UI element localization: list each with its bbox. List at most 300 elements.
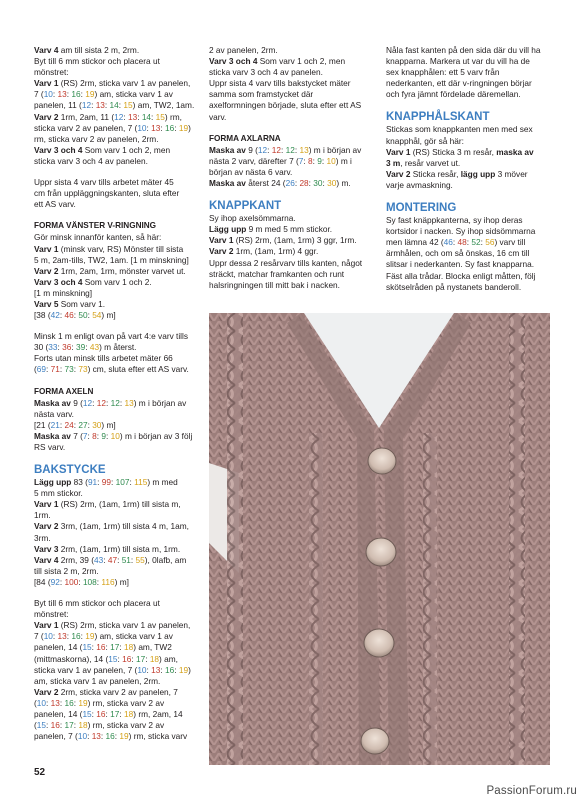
text-segment: Varv 1 [34,499,59,510]
text-line [209,167,373,178]
text-segment: : [119,708,125,719]
text-segment: : [321,155,327,166]
text-segment: samma som framstycket där [209,89,314,100]
text-segment: : [174,122,179,133]
text-segment: 91 [87,477,98,488]
text-segment: : [151,111,156,122]
text-line [34,409,198,420]
text-segment: 2 av panelen, 2rm. [209,45,278,55]
text-segment: : [96,576,102,587]
text-segment: 18 [78,720,88,731]
text-segment: : [73,364,79,375]
text-segment: (RS) 2rm, sticka varv 1 av panelen, [58,78,191,89]
text-segment: : [281,144,286,155]
text-segment: Varv 1 [209,235,234,246]
text-segment: 16 [50,720,60,731]
text-segment: Varv 1 [34,620,59,631]
text-line [386,136,550,147]
text-segment: : [294,144,300,155]
text-segment: 115 [134,477,148,488]
text-segment: 7 [82,430,88,441]
text-segment: knapphål, gör så här: [386,135,464,146]
text-segment: 30 [327,178,337,189]
text-segment: 30 [313,178,323,189]
text-line [386,124,550,135]
text-segment: Stickas som knappkanten men med sex [386,124,533,135]
text-line [209,45,373,56]
text-segment: ) m i början av [133,397,187,408]
text-line [386,271,550,282]
text-segment: cm från uppläggningskanten, sluta efter [34,188,180,199]
text-segment: 71 [50,364,60,375]
section-heading: KNAPPKANT [209,200,282,213]
text-segment: 9 ( [70,397,83,408]
text-segment: 7 ( [34,89,44,100]
text-segment: Maska av [34,430,71,441]
text-line [34,145,198,156]
text-segment: 10 [77,731,88,742]
text-segment: 50 [78,310,88,321]
text-segment: 12 [114,111,124,122]
text-segment: [38 ( [34,310,51,321]
text-segment: Varv 1 [34,78,59,89]
text-segment: : [480,237,486,248]
text-segment: : [466,237,472,248]
section-heading: BAKSTYCKE [34,464,106,477]
text-segment: kortsidor i nacken. Sy ihop sidsömmarna [386,226,536,237]
text-segment: 15 [123,100,133,111]
text-segment: ) m återst. [99,342,137,353]
text-segment: : [119,642,125,653]
text-segment: 46 [64,310,74,321]
text-line [209,156,373,167]
text-segment: : [85,342,90,353]
text-line [209,280,373,291]
text-segment: 47 [107,554,118,565]
text-segment: : [131,653,136,664]
text-segment: Maska av [209,178,246,189]
text-segment: 12 [285,144,295,155]
text-segment: : [111,477,116,488]
text-segment: 69 [36,364,46,375]
text-line [209,235,373,246]
text-segment: mönstret: [34,609,69,620]
text-segment: 17 [64,720,74,731]
text-line [34,177,198,188]
text-line [386,158,550,169]
text-segment: 24 [64,419,74,430]
text-segment: ) varv till [494,237,526,248]
text-line [386,89,550,100]
text-segment: 7 ( [70,430,83,441]
paragraph-spacer [34,453,198,463]
text-segment: till sista 2 m, 2rm. [34,565,99,576]
text-segment: 15 [155,111,165,122]
text-segment: 7 ( [34,631,44,642]
text-line [34,665,198,676]
text-line [209,200,373,213]
text-segment: 1rm, (1am, 1rm) 4 ggr. [233,246,319,257]
text-segment: ) m. [336,178,351,189]
text-segment: : [57,342,63,353]
text-segment: mönstret: [34,67,69,78]
text-segment: halsringningen till mitt bak i nacken. [209,279,340,290]
text-line [34,386,198,397]
text-segment: : [87,430,93,441]
text-segment: Uppr sista 4 varv tills arbetet mäter 45 [34,177,174,188]
text-segment: : [97,477,102,488]
text-line [34,431,198,442]
text-segment: maska av [496,146,534,157]
text-segment: lägg upp [460,168,496,179]
text-line [386,248,550,259]
section-heading: KNAPPHÅLSKANT [386,111,490,124]
text-segment: : [130,554,136,565]
text-segment: 73 [64,364,74,375]
text-segment: 9 [101,430,107,441]
text-line [386,67,550,78]
text-line [34,420,198,431]
text-segment: Maska av [34,397,71,408]
text-line [34,89,198,100]
text-line [34,521,198,532]
text-segment: 18 [124,708,134,719]
text-segment: 99 [101,477,112,488]
page-number: 52 [34,767,46,778]
text-segment: ) m i [335,155,352,166]
text-segment: 8 [308,155,313,166]
text-segment: rm, sticka varv 2 av panelen, 2rm. [34,133,159,144]
text-line [34,577,198,588]
text-segment: : [104,100,110,111]
text-segment: [84 ( [34,576,51,587]
text-segment: 17 [135,653,146,664]
text-segment: 17 [110,642,120,653]
text-segment: slitsar i nederkanten. Sy fast knapparna. [386,259,535,270]
text-line [209,100,373,111]
text-segment: 10 [36,697,46,708]
text-line [386,111,550,124]
text-segment: 9 m med 5 mm stickor. [246,224,333,235]
text-line [209,89,373,100]
text-segment: Varv 1 [34,243,59,254]
text-segment: varje avmaskning. [386,179,453,190]
text-segment: Varv 2 [34,521,59,532]
text-segment: : [46,697,51,708]
text-line [34,331,198,342]
text-segment: Varv 2 [34,686,59,697]
text-line [386,180,550,191]
text-line [34,687,198,698]
text-line [34,544,198,555]
text-segment: 108 [82,576,97,587]
text-segment: : [66,631,72,642]
text-segment: ) am, [159,653,178,664]
text-segment: 83 ( [71,477,88,488]
text-segment: : [106,430,111,441]
text-segment: början av nästa 6 varv. [209,166,293,177]
text-segment: : [46,720,51,731]
text-segment: Sticka resår, [410,168,461,179]
text-segment: 92 [50,576,60,587]
text-segment: 3 m [386,157,401,168]
text-segment: : [105,708,111,719]
text-segment: 1rm. [34,510,51,521]
text-segment: 7 [298,155,304,166]
text-segment: 16 [96,708,106,719]
text-segment: 9 ( [245,144,258,155]
text-line [209,78,373,89]
text-line [34,353,198,364]
text-segment: : [105,642,111,653]
text-line [34,244,198,255]
text-segment: Varv 3 och 4 [34,276,83,287]
text-segment: (mittmaskorna), 14 ( [34,653,109,664]
text-segment: 56 [485,237,495,248]
text-segment: 13 [124,397,134,408]
text-segment: RS varv. [34,442,66,452]
text-segment: : [118,100,124,111]
text-segment: : [73,310,79,321]
text-segment: : [59,364,65,375]
text-line [34,188,198,199]
text-segment: Minsk 1 m enligt ovan på vart 4:e varv tills [34,331,189,342]
text-segment: [21 ( [34,419,51,430]
paragraph-spacer [386,100,550,110]
text-segment: [1 m minskning] [34,287,93,298]
text-line [386,215,550,226]
text-line [34,620,198,631]
text-segment: 116 [101,576,115,587]
text-segment: 17 [110,708,120,719]
text-segment: 30 [92,419,102,430]
text-segment: : [87,310,93,321]
text-segment: : [145,653,150,664]
text-line [209,133,373,144]
text-segment: 5 mm stickor. [34,488,83,499]
text-line [34,642,198,653]
text-segment: Uppr dessa 2 resårvarv tills kanten, något [209,257,363,268]
text-segment: 16 [165,122,175,133]
text-line [34,510,198,521]
text-segment: (RS) 2rm, sticka varv 1 av panelen, [58,620,191,631]
text-line [34,709,198,720]
text-segment: : [46,364,51,375]
text-segment: : [96,430,102,441]
text-segment: (RS) Sticka 3 m resår, [410,146,497,157]
text-segment: 13 [91,731,101,742]
text-line [209,246,373,257]
text-line [34,731,198,742]
text-segment: : [106,397,111,408]
text-segment: : [174,664,179,675]
text-line [386,147,550,158]
text-segment: Sy fast knäppkanterna, sy ihop deras [386,215,523,226]
text-segment: ) m med [147,477,178,488]
text-segment: am, sticka varv 1 av panelen, 2rm. [34,675,161,686]
text-segment: Som varv 1. [58,298,106,309]
text-segment: 18 [124,642,134,653]
text-segment: : [59,697,65,708]
text-segment: Varv 4 [34,554,59,565]
text-line [34,676,198,687]
text-segment: Varv 2 [34,265,59,276]
text-segment: ) rm, sticka varv 2 av [87,697,165,708]
text-line [34,288,198,299]
text-segment: återst 24 ( [245,178,286,189]
text-segment: Lägg upp [34,477,72,488]
text-segment: 13 [127,111,138,122]
section-heading: FORMA VÄNSTER V-RINGNING [34,221,157,231]
text-segment: : [146,122,152,133]
text-segment: 46 [443,237,453,248]
text-segment: : [146,664,152,675]
text-segment: : [103,554,108,565]
text-line [34,266,198,277]
text-line [34,442,198,453]
text-segment: sex knapphålen: ett 5 varv från [386,67,500,78]
text-segment: Uppr sista 4 varv tills bakstycket mäter [209,78,351,89]
text-segment: 19 [78,697,88,708]
paragraph-spacer [386,191,550,201]
text-segment: 48 [457,237,467,248]
text-segment: 8 [92,430,97,441]
text-segment: Gör minsk innanför kanten, så här: [34,232,162,243]
paragraph-spacer [34,167,198,177]
pattern-column-3 [386,45,550,293]
text-segment: : [80,631,86,642]
text-segment: 13 [57,631,67,642]
text-line [34,698,198,709]
text-segment: 14 [141,111,152,122]
text-segment: ) am, TW2, 1am. [132,100,195,111]
text-segment: : [119,397,125,408]
text-segment: : [52,631,58,642]
text-line [386,169,550,180]
text-line [34,477,198,488]
text-segment: : [100,731,106,742]
text-segment: 3 möver [495,168,528,179]
text-segment: : [59,310,65,321]
text-segment: ärmhålen, och om så önskas, 16 cm till [386,248,530,259]
text-line [34,100,198,111]
text-segment: 12 [81,100,92,111]
text-segment: Som varv 1 och 2, men [257,56,346,67]
text-segment: sticka varv 3 och 4 av panelen. [34,155,148,166]
text-segment: : [92,397,97,408]
text-line [34,609,198,620]
text-segment: ) [188,122,191,133]
text-segment: : [117,653,123,664]
paragraph-spacer [209,123,373,133]
text-segment: 10 [326,155,336,166]
text-segment: Som varv 1 och 2. [82,276,152,287]
text-segment: ) rm, [164,111,182,122]
text-line [209,269,373,280]
text-segment: ) am, sticka varv 1 av [94,631,173,642]
text-segment: : [322,178,328,189]
text-segment: 39 [76,342,86,353]
text-line [34,134,198,145]
section-heading: MONTERING [386,202,457,215]
text-segment: : [160,664,166,675]
text-line [34,123,198,134]
text-line [209,56,373,67]
text-segment: : [91,642,97,653]
text-segment: 16 [105,731,115,742]
text-line [34,464,198,477]
text-segment: 28 [299,178,309,189]
text-line [34,488,198,499]
text-segment: : [87,731,92,742]
text-segment: 16 [96,642,106,653]
text-line [34,342,198,353]
text-line [34,555,198,566]
knitted-vest-photo [209,313,550,765]
text-segment: ) m] [114,576,129,587]
text-segment: : [312,155,318,166]
text-segment: 21 [50,419,60,430]
text-segment: Varv 2 [386,168,411,179]
paragraph-spacer [34,321,198,331]
text-segment: 13 [57,89,67,100]
text-segment: : [123,111,128,122]
text-segment: ) [144,554,148,565]
text-segment: nederkanten, ett där v-ringningen börjar [386,78,532,89]
text-segment: 5 m, 2am-tills, TW2, 1am. [1 m minskning] [34,254,189,265]
text-line [34,566,198,577]
text-line [386,56,550,67]
text-segment: : [160,122,166,133]
text-line [34,112,198,123]
text-segment: varv. [209,111,227,122]
text-segment: ett AS varv. [34,199,76,210]
text-segment: Byt till 6 mm stickor och placera ut [34,598,160,609]
text-segment: Varv 2 [34,111,59,122]
text-segment: 16 [122,653,132,664]
text-segment: (RS) 2rm, (1am, 1rm) 3 ggr, 1rm. [233,235,357,246]
text-segment: (minsk varv, RS) Mönster till sista [58,243,184,254]
text-segment: ( [34,697,37,708]
text-segment: 1rm, 2am, 1rm, mönster varvet ut. [58,265,186,276]
text-segment: 13 [50,697,60,708]
text-segment: 19 [85,631,95,642]
text-segment: och fyra jämnt fördelade däremellan. [386,89,521,100]
text-segment: axelformningen började, sluta efter ett AS [209,100,362,111]
text-segment: nästa 2 varv, därefter 7 ( [209,155,299,166]
text-segment: 10 [110,430,120,441]
text-segment: knapparna. Markera ut var du vill ha de [386,56,530,67]
text-line [34,310,198,321]
text-segment: : [308,178,314,189]
text-line [34,67,198,78]
text-segment: 13 [151,664,161,675]
text-segment: Varv 5 [34,298,59,309]
text-line [386,78,550,89]
text-segment: : [78,576,83,587]
text-line [209,178,373,189]
text-line [34,533,198,544]
text-segment: 19 [178,122,189,133]
text-line [34,56,198,67]
text-segment: : [59,419,65,430]
pattern-column-1 [34,45,198,742]
text-line [34,598,198,609]
text-segment: 54 [92,310,102,321]
text-line [34,220,198,231]
text-segment: panelen, 14 ( [34,708,83,719]
text-line [209,112,373,123]
